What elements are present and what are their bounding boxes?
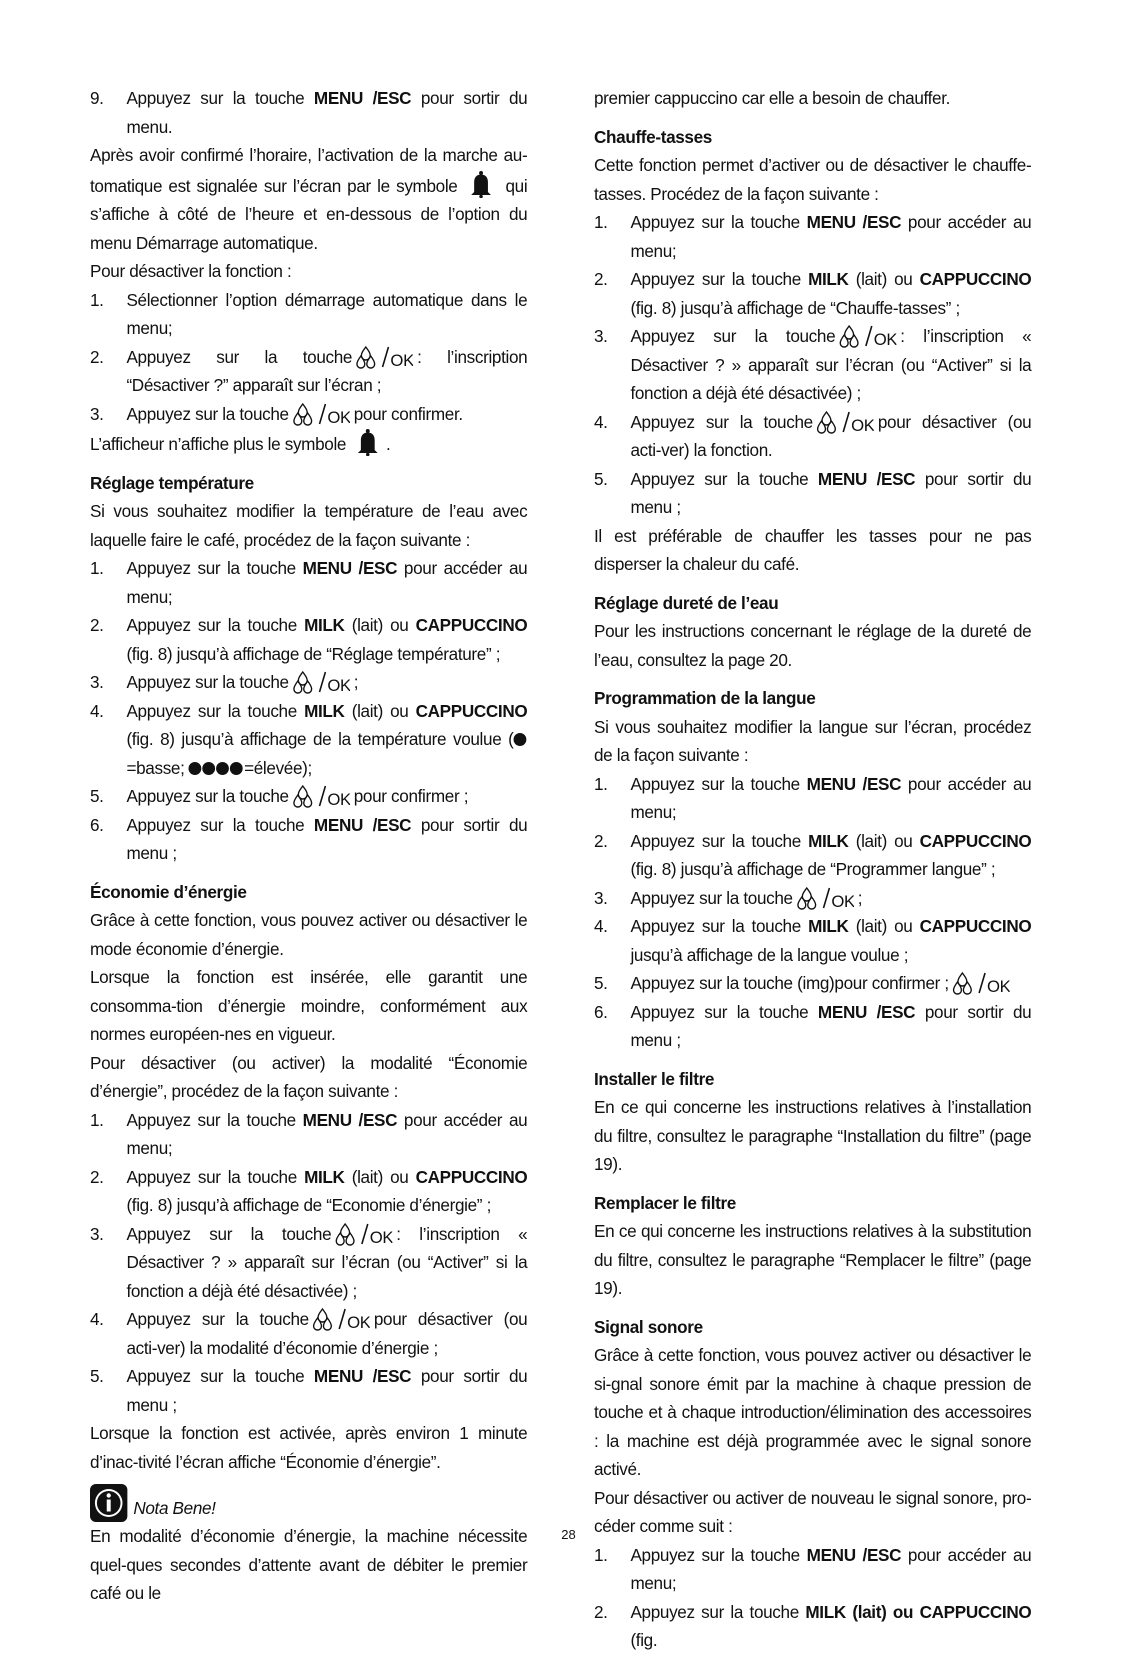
lang-step-2: 2. Appuyez sur la touche MILK (lait) ou CAPPUCCINO (fig. 8) jusqu’à affichage de “Programmer langue” ; [594,830,1032,879]
step-number: 9. [90,88,104,108]
dot-icon [203,762,216,775]
heading-water-hardness: Réglage dureté de l’eau [594,592,779,613]
replace-filter-text: En ce qui concerne les instructions relatives à la substitution du filtre, consultez le paragraphe “Remplacer le filtre” (page 19). [594,1221,1032,1298]
sound-p2: Pour désactiver ou activer de nouveau le signal sonore, pro-céder comme suit : [594,1487,1032,1536]
dot-icon [217,762,230,775]
lang-step-6: 6. Appuyez sur la touche MENU /ESC pour sortir du menu ; [594,1001,1032,1050]
drops-ok-icon [335,1222,392,1246]
install-filter-text: En ce qui concerne les instructions relatives à l’installation du filtre, consultez le paragraphe “Installation du filtre” (page 19). [594,1097,1032,1174]
sound-step-2: 2. Appuyez sur la touche MILK (lait) ou CAPPUCCINO (fig. [594,1601,1032,1650]
bell-icon [354,428,382,456]
energy-p4: Lorsque la fonction est activée, après environ 1 minute d’inac-tivité l’écran affiche “Économie d’énergie”. [90,1423,528,1472]
heading-sound-signal: Signal sonore [594,1316,703,1337]
drops-ok-icon [797,886,854,910]
language-intro: Si vous souhaitez modifier la langue sur l’écran, procédez de la façon suivante : [594,716,1032,765]
heading-language: Programmation de la langue [594,688,816,708]
drops-ok-icon [839,324,896,348]
disable-intro: Pour désactiver la fonction : [90,261,292,281]
sound-p1: Grâce à cette fonction, vous pouvez activer ou désactiver le si-gnal sonore émit par la machine à chaque pression de touche et à chaque introduction/élimination des accessoires : la machine est déjà programmée avec le signal sonore activé. [594,1345,1032,1479]
drops-ok-icon [313,1307,370,1331]
temp-step-1: 1. Appuyez sur la touche MENU /ESC pour accéder au menu; [90,558,528,607]
drops-ok-icon [293,402,350,426]
no-symbol-line: L’afficheur n’affiche plus le symbole . [90,428,527,459]
cup-warmer-intro: Cette fonction permet d’activer ou de désactiver le chauffe-tasses. Procédez de la façon suivante : [594,155,1032,204]
drops-ok-icon [293,670,350,694]
temp-step-6: 6. Appuyez sur la touche MENU /ESC pour sortir du menu ; [90,814,528,863]
energy-p3: Pour désactiver (ou activer) la modalité “Économie d’énergie”, procédez de la façon suivante : [90,1052,528,1101]
dot-icon [189,762,202,775]
cups-step-1: 1. Appuyez sur la touche MENU /ESC pour accéder au menu; [594,212,1032,261]
energy-steps [90,1106,527,1420]
energy-p2: Lorsque la fonction est insérée, elle garantit une consomma-tion d’énergie moindre, conformément aux normes européen-nes en vigueur. [90,967,528,1044]
cups-step-3: 3. Appuyez sur la touche : l’inscription « Désactiver ? » apparaît sur l’écran (ou “Activer” si la fonction a déjà été désactivée) ; [594,326,1032,403]
sound-steps [594,1541,1031,1655]
cups-step-2: 2. Appuyez sur la touche MILK (lait) ou CAPPUCCINO (fig. 8) jusqu’à affichage de “Chauffe-tasses” ; [594,269,1032,318]
bell-icon [468,170,496,198]
autostart-paragraph: Après avoir confirmé l’horaire, l’activation de la marche au-tomatique est signalée sur l’écran par le symbole qui s’affiche à côté de l’heure et en-dessous de l’option du menu Démarrage automatique. [90,145,528,253]
drops-ok-icon [817,410,874,434]
drops-ok-icon [356,345,413,369]
disable-step-3: 3. Appuyez sur la touche pour confirmer. [90,400,527,429]
page-number: 28 [561,1527,576,1542]
energy-p1: Grâce à cette fonction, vous pouvez activer ou désactiver le mode économie d’énergie. [90,910,528,959]
heading-replace-filter: Remplacer le filtre [594,1192,736,1213]
step-9: 9. Appuyez sur la touche MENU /ESC pour sortir du menu. [90,84,527,141]
nota-bene [90,1484,527,1522]
lang-step-3: 3. Appuyez sur la touche ; [594,884,1031,913]
left-column [90,84,527,1608]
language-steps [594,770,1031,1055]
temp-step-3: 3. Appuyez sur la touche ; [90,668,527,697]
temp-step-5: 5. Appuyez sur la touche pour confirmer ; [90,782,527,811]
disable-step-2: 2. Appuyez sur la touche : l’inscription “Désactiver ?” apparaît sur l’écran ; [90,346,528,395]
heading-cup-warmer: Chauffe-tasses [594,126,712,147]
heading-install-filter: Installer le filtre [594,1068,715,1089]
cups-step-5: 5. Appuyez sur la touche MENU /ESC pour sortir du menu ; [594,468,1032,517]
temp-step-4: 4. Appuyez sur la touche MILK (lait) ou CAPPUCCINO (fig. 8) jusqu’à affichage de la température voulue (=basse; =élevée); [90,700,528,778]
info-icon [90,1484,127,1522]
continued-text: premier cappuccino car elle a besoin de chauffer. [594,88,951,108]
lang-step-1: 1. Appuyez sur la touche MENU /ESC pour accéder au menu; [594,773,1032,822]
heading-energy: Économie d’énergie [90,881,247,902]
autostart-steps [90,84,527,141]
sound-step-1: 1. Appuyez sur la touche MENU /ESC pour accéder au menu; [594,1544,1032,1593]
right-column [594,84,1031,1655]
cups-step-4: 4. Appuyez sur la touche pour désactiver (ou acti-ver) la fonction. [594,411,1032,460]
lang-step-4: 4. Appuyez sur la touche MILK (lait) ou CAPPUCCINO jusqu’à affichage de la langue voulue ; [594,916,1032,965]
temperature-steps [90,554,527,868]
dot-icon [514,733,527,746]
temp-step-2: 2. Appuyez sur la touche MILK (lait) ou CAPPUCCINO (fig. 8) jusqu’à affichage de “Réglage température” ; [90,615,528,664]
nota-bene-title: Nota Bene! [133,1497,216,1518]
eco-step-1: 1. Appuyez sur la touche MENU /ESC pour accéder au menu; [90,1109,528,1158]
cup-warmer-steps [594,208,1031,522]
disable-steps [90,286,527,429]
lang-step-5: 5. Appuyez sur la touche (img)pour confirmer ; [594,969,1031,998]
cup-warmer-after: Il est préférable de chauffer les tasses pour ne pas disperser la chaleur du café. [594,525,1032,574]
eco-step-2: 2. Appuyez sur la touche MILK (lait) ou CAPPUCCINO (fig. 8) jusqu’à affichage de “Economie d’énergie” ; [90,1166,528,1215]
dot-icon [230,762,243,775]
eco-step-4: 4. Appuyez sur la touche pour désactiver (ou acti-ver) la modalité d’économie d’énergie ; [90,1309,528,1358]
nota-bene-text: En modalité d’économie d’énergie, la machine nécessite quel-ques secondes d’attente avant de débiter le premier café ou le [90,1526,528,1603]
heading-temperature: Réglage température [90,472,254,493]
eco-step-5: 5. Appuyez sur la touche MENU /ESC pour sortir du menu ; [90,1366,528,1415]
drops-ok-icon [953,971,1010,995]
drops-ok-icon [293,784,350,808]
disable-step-1: 1. Sélectionner l’option démarrage automatique dans le menu; [90,289,528,338]
eco-step-3: 3. Appuyez sur la touche : l’inscription « Désactiver ? » apparaît sur l’écran (ou “Activer” si la fonction a déjà été désactivée) ; [90,1223,528,1301]
water-hardness-text: Pour les instructions concernant le réglage de la dureté de l’eau, consultez la page 20. [594,621,1032,670]
temperature-intro: Si vous souhaitez modifier la température de l’eau avec laquelle faire le café, procédez de la façon suivante : [90,501,528,550]
